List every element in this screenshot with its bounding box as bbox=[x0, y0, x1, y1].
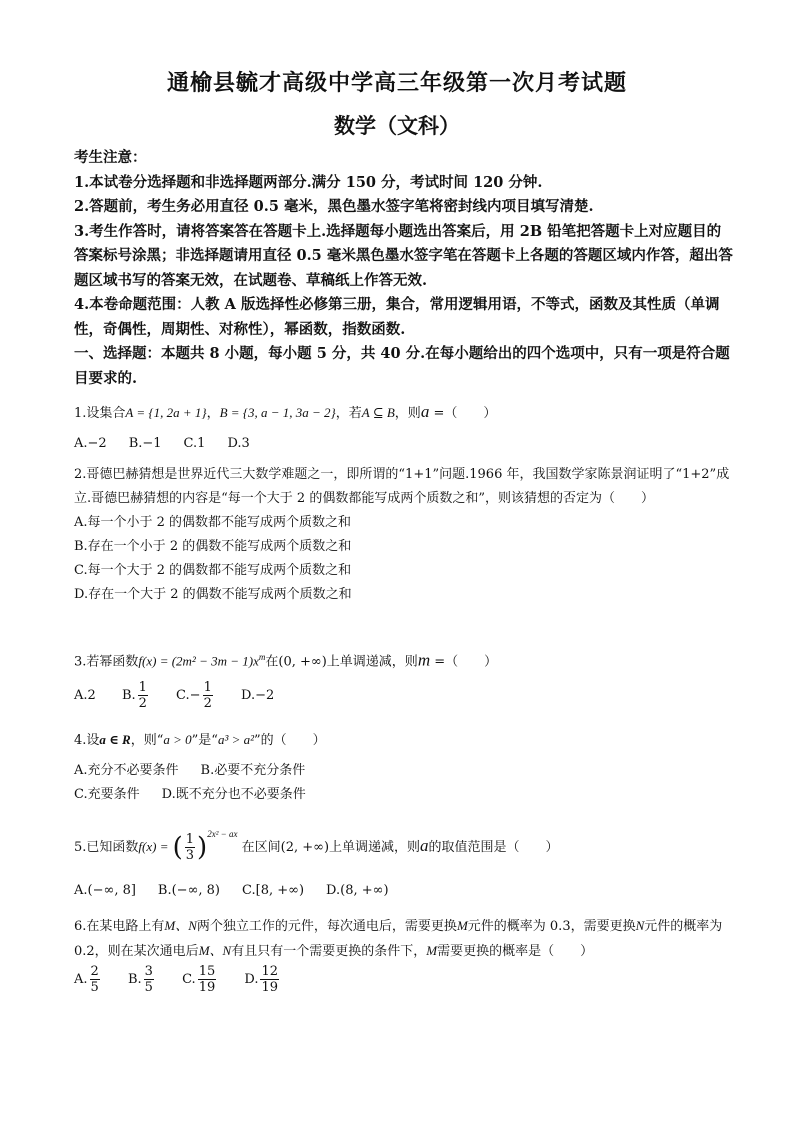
q3-interval: (0, +∞) bbox=[278, 654, 327, 670]
q3-mid2: 上单调递减，则 bbox=[326, 654, 418, 670]
q6-text: 需要更换的概率是（ ） bbox=[437, 944, 594, 959]
q6-text: 6.在某电路上有 bbox=[74, 919, 165, 934]
fraction-numerator: 3 bbox=[144, 964, 153, 979]
option-a[interactable]: A.2 bbox=[74, 688, 96, 704]
option-fraction bbox=[144, 964, 154, 995]
fraction-numerator: 1 bbox=[138, 680, 147, 696]
notice-item: 3.考生作答时，请将答案答在答题卡上.选择题每小题选出答案后，用 2B 铅笔把答题卡上对应题目的答案标号涂黑；非选择题请用直径 0.5 毫米黑色墨水签字笔在答题卡上各题的答题区域内作答，超出答题区域书写的答案无效，在试题卷、草稿纸上作答无效. bbox=[74, 222, 733, 289]
q1-mid: ，若 bbox=[335, 406, 362, 421]
q1-comma: ， bbox=[206, 406, 220, 421]
question-5 bbox=[74, 822, 734, 903]
q1-set-b: B = {3, a − 1, 3a − 2} bbox=[219, 405, 336, 420]
option-d[interactable]: D.(8, +∞) bbox=[326, 883, 389, 898]
q3-var: m bbox=[417, 650, 431, 670]
question-5-stem bbox=[74, 822, 734, 863]
option-fraction bbox=[198, 964, 217, 995]
notice-block bbox=[74, 146, 734, 391]
option-b[interactable] bbox=[122, 680, 150, 711]
question-6-stem bbox=[74, 914, 734, 964]
question-2 bbox=[74, 463, 734, 607]
notice-item: 1.本试卷分选择题和非选择题两部分.满分 150 分，考试时间 120 分钟. bbox=[74, 173, 543, 191]
fraction-denominator: 5 bbox=[144, 980, 153, 995]
q5-exponent: 2x² − ax bbox=[207, 829, 238, 839]
q4-p: a > 0 bbox=[163, 732, 192, 747]
q6-text: 两个独立工作的元件，每次通电后，需要更换 bbox=[196, 919, 457, 934]
q1-post: =（ ） bbox=[429, 406, 497, 421]
fraction-denominator: 19 bbox=[261, 980, 279, 995]
q5-mid2: 上单调递减，则 bbox=[329, 840, 421, 855]
q4-pre: 4.设 bbox=[74, 733, 100, 748]
question-1 bbox=[74, 400, 734, 456]
paren-open: ( bbox=[172, 832, 183, 863]
q5-var: a bbox=[420, 836, 429, 855]
q6-n: N bbox=[635, 918, 645, 933]
option-b[interactable]: B.(−∞, 8) bbox=[157, 883, 221, 898]
option-c-fraction bbox=[203, 680, 213, 711]
option-label: B. bbox=[127, 972, 142, 987]
notice-item: 2.答题前，考生务必用直径 0.5 毫米，黑色墨水签字笔将密封线内项目填写清楚. bbox=[74, 198, 594, 215]
q6-mn: M、N bbox=[198, 943, 232, 958]
option-fraction bbox=[260, 964, 279, 995]
question-6-options bbox=[74, 964, 734, 995]
option-d[interactable]: D.既不充分也不必要条件 bbox=[161, 787, 306, 802]
q5-post: 的取值范围是（ ） bbox=[428, 840, 559, 855]
question-4-options-row1 bbox=[74, 759, 734, 783]
fraction-numerator: 12 bbox=[261, 964, 279, 979]
question-2-stem: 2.哥德巴赫猜想是世界近代三大数学难题之一，即所谓的“1+1”问题.1966 年，我国数学家陈景润证明了“1+2”成立.哥德巴赫猜想的内容是“每一个大于 2 的偶数都能写成两个质数之和”，则该猜想的否定为（ ） bbox=[74, 467, 730, 506]
question-1-options bbox=[74, 432, 734, 456]
fraction-denominator: 2 bbox=[138, 696, 147, 712]
q3-post: =（ ） bbox=[430, 654, 498, 670]
fraction-denominator: 19 bbox=[198, 980, 216, 995]
q3-function: f(x) = (2m² − 3m − 1)x bbox=[138, 653, 259, 669]
q4-mid2: ”是“ bbox=[191, 733, 218, 748]
q6-mn: M、N bbox=[164, 918, 197, 933]
q3-mid: 在 bbox=[265, 654, 279, 670]
fraction-denominator: 3 bbox=[185, 848, 195, 863]
q1-set-a: A = {1, 2a + 1} bbox=[125, 405, 207, 420]
question-3 bbox=[74, 645, 734, 711]
option-d[interactable] bbox=[244, 964, 281, 995]
option-label: C. bbox=[182, 972, 196, 987]
fraction-numerator: 1 bbox=[185, 832, 195, 847]
option-c[interactable]: C.[8, +∞) bbox=[242, 883, 305, 898]
q1-pre: 1.设集合 bbox=[74, 406, 126, 421]
option-c[interactable]: C.充要条件 bbox=[74, 787, 140, 802]
option-d[interactable]: D.存在一个大于 2 的偶数不能写成两个质数之和 bbox=[74, 587, 352, 602]
option-b[interactable]: B.−1 bbox=[128, 436, 162, 451]
q5-mid: 在区间 bbox=[241, 840, 281, 855]
option-d[interactable]: D.3 bbox=[227, 436, 250, 451]
fraction-numerator: 1 bbox=[203, 680, 212, 696]
q5-interval: (2, +∞) bbox=[280, 840, 330, 855]
q4-post: ”的（ ） bbox=[254, 733, 326, 748]
option-label: D. bbox=[244, 972, 259, 987]
option-c[interactable] bbox=[176, 680, 215, 711]
q4-condition: a ∈ R bbox=[99, 732, 131, 747]
question-4-stem bbox=[74, 728, 734, 753]
option-a[interactable]: A.−2 bbox=[74, 436, 107, 451]
q3-exponent: m bbox=[258, 652, 266, 662]
question-3-stem bbox=[74, 645, 734, 674]
q6-text: 元件的概率为 0.2，则在某次通电后 bbox=[74, 919, 723, 959]
q6-text: 元件的概率为 0.3，需要更换 bbox=[467, 919, 636, 934]
q1-condition: A ⊆ B bbox=[361, 405, 395, 420]
notice-item: 4.本卷命题范围：人教 A 版选择性必修第三册，集合，常用逻辑用语，不等式，函数及其性质（单调性，奇偶性，周期性、对称性），幂函数，指数函数. bbox=[74, 296, 720, 338]
option-d[interactable]: D.−2 bbox=[240, 688, 275, 704]
notice-heading: 考生注意： bbox=[74, 149, 147, 166]
question-3-options bbox=[74, 680, 734, 711]
question-4-options-row2 bbox=[74, 783, 734, 807]
question-4 bbox=[74, 728, 734, 807]
option-b[interactable]: B.存在一个小于 2 的偶数不能写成两个质数之和 bbox=[74, 539, 352, 554]
option-fraction bbox=[90, 964, 100, 995]
q4-mid: ，则“ bbox=[130, 733, 164, 748]
q1-mid2: ，则 bbox=[394, 406, 421, 421]
q6-m: M bbox=[456, 918, 468, 933]
paren-close: ) bbox=[197, 832, 208, 863]
fraction-numerator: 15 bbox=[198, 964, 216, 979]
option-a[interactable] bbox=[74, 964, 102, 995]
q6-m: M bbox=[426, 943, 438, 958]
question-6 bbox=[74, 914, 734, 995]
exam-title: 通榆县毓才高级中学高三年级第一次月考试题 bbox=[166, 70, 627, 96]
option-b-label: B. bbox=[121, 688, 136, 704]
option-c[interactable]: C.1 bbox=[183, 436, 206, 451]
q3-pre: 3.若幂函数 bbox=[74, 654, 139, 670]
q5-function: f(x) = bbox=[138, 839, 169, 854]
section-heading: 一、选择题：本题共 8 小题，每小题 5 分，共 40 分.在每小题给出的四个选项中，只有一项是符合题目要求的. bbox=[74, 345, 730, 387]
q6-text: 有且只有一个需要更换的条件下， bbox=[231, 944, 427, 959]
option-b[interactable] bbox=[128, 964, 156, 995]
option-c[interactable]: C.每一个大于 2 的偶数都不能写成两个质数之和 bbox=[74, 563, 352, 578]
fraction-numerator: 2 bbox=[90, 964, 99, 979]
option-a[interactable]: A.(−∞, 8] bbox=[74, 883, 136, 898]
question-5-options bbox=[74, 879, 734, 903]
q4-q: a³ > a² bbox=[217, 732, 255, 747]
fraction-denominator: 5 bbox=[90, 980, 99, 995]
question-1-stem bbox=[74, 400, 734, 426]
option-label: A. bbox=[74, 972, 88, 987]
q5-base-fraction bbox=[185, 832, 195, 863]
option-c[interactable] bbox=[182, 964, 218, 995]
option-b[interactable]: B.必要不充分条件 bbox=[200, 763, 306, 778]
q5-pre: 5.已知函数 bbox=[74, 840, 139, 855]
option-b-fraction bbox=[138, 680, 148, 711]
q1-var: a bbox=[420, 402, 430, 421]
option-a[interactable]: A.充分不必要条件 bbox=[74, 763, 179, 778]
fraction-denominator: 2 bbox=[203, 696, 212, 712]
exam-subtitle: 数学（文科） bbox=[334, 113, 460, 138]
option-c-label: C.− bbox=[176, 688, 201, 704]
option-a[interactable]: A.每一个小于 2 的偶数都不能写成两个质数之和 bbox=[74, 515, 352, 530]
